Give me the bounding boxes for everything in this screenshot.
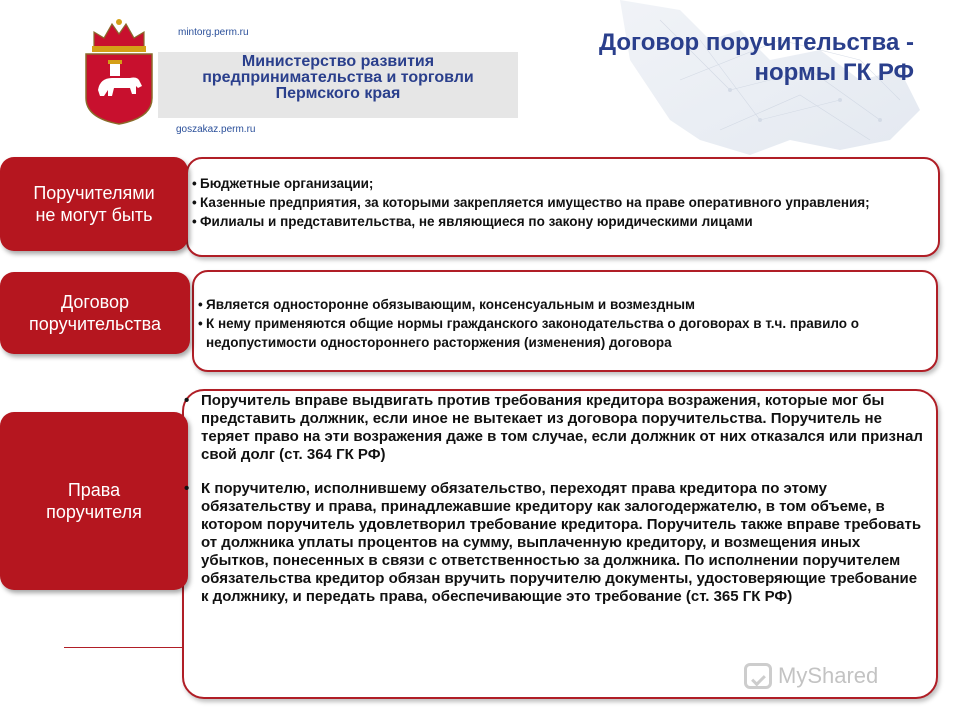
site-url-goszakaz[interactable]: goszakaz.perm.ru [176,124,256,135]
bullet-icon: • [184,392,190,409]
slide-title-line: Договор поручительства - [599,29,914,56]
bullet-text: Казенные предприятия, за которыми закрепляется имущество на праве оперативного управления; [200,195,870,210]
bullet-icon: • [184,480,190,497]
bullet-list-contract [198,295,933,352]
ministry-name-line: Министерство развития [241,53,435,70]
bullet-list-non-guarantors [192,174,932,231]
slide-title [514,28,914,88]
bullet-icon: • [198,297,203,312]
ministry-name-line: Пермского края [275,85,401,102]
bullet-text: К нему применяются общие нормы гражданского законодательства о договорах в т.ч. правило о недопустимости одностороннего расторжения (изменения) договора [206,316,860,350]
section-label-line: Договор [61,292,129,312]
watermark-text: MyShared [778,663,879,688]
bullet-icon: • [192,176,197,191]
site-url-mintorg[interactable]: mintorg.perm.ru [178,27,249,38]
section-label-line: поручительства [29,314,161,334]
bullet-text: Бюджетные организации; [200,176,374,191]
bullet-list-guarantor-rights [184,392,924,606]
bullet-icon: • [192,195,197,210]
list-item [184,480,924,606]
section-label-line: Права [67,480,121,500]
ministry-name-line: предпринимательства и торговли [202,69,474,86]
list-item [192,174,932,193]
ministry-name-box [158,52,518,118]
bullet-text: К поручителю, исполнившему обязательство, переходят права кредитора по этому обязательству и права, принадлежавшие кредитору как залогодержателю, в том объеме, в котором поручитель удовлетворил требование кредитора. Поручитель также вправе требовать от должника уплаты процентов на сумму, выплаченную кредитору, и возмещения иных убытков, понесенных в связи с ответственностью за должника. По исполнении поручителем обязательства кредитор обязан вручить поручителю документы, удостоверяющие требование к должнику, и передать права, обеспечивающие это требование (ст. 365 ГК РФ) [201,480,922,605]
list-item [198,295,933,314]
perm-coat-of-arms-icon [80,18,158,126]
list-item [198,314,933,352]
list-item [192,212,932,231]
bullet-text: Поручитель вправе выдвигать против требования кредитора возражения, которые мог бы представить должник, если иное не вытекает из договора поручительства. Поручитель не теряет право на эти возражения даже в том случае, если должник от них отказался или признал свой долг (ст. 364 ГК РФ) [201,392,923,463]
section-label-line: поручителя [46,502,142,522]
decorative-divider [64,647,184,648]
list-item [192,193,932,212]
slide-title-line: нормы ГК РФ [754,59,914,86]
section-label-guarantor-rights [0,412,188,590]
myshared-logo-icon [744,663,772,689]
bullet-icon: • [192,214,197,229]
bullet-text: Филиалы и представительства, не являющиеся по закону юридическими лицами [200,214,753,229]
section-label-line: не могут быть [35,205,153,225]
section-label-non-guarantors [0,157,188,251]
myshared-watermark [744,659,878,693]
bullet-icon: • [198,316,203,331]
section-label-line: Поручителями [33,183,155,203]
list-item [184,392,924,464]
section-label-contract [0,272,190,354]
bullet-text: Является односторонне обязывающим, консенсуальным и возмездным [206,297,695,312]
